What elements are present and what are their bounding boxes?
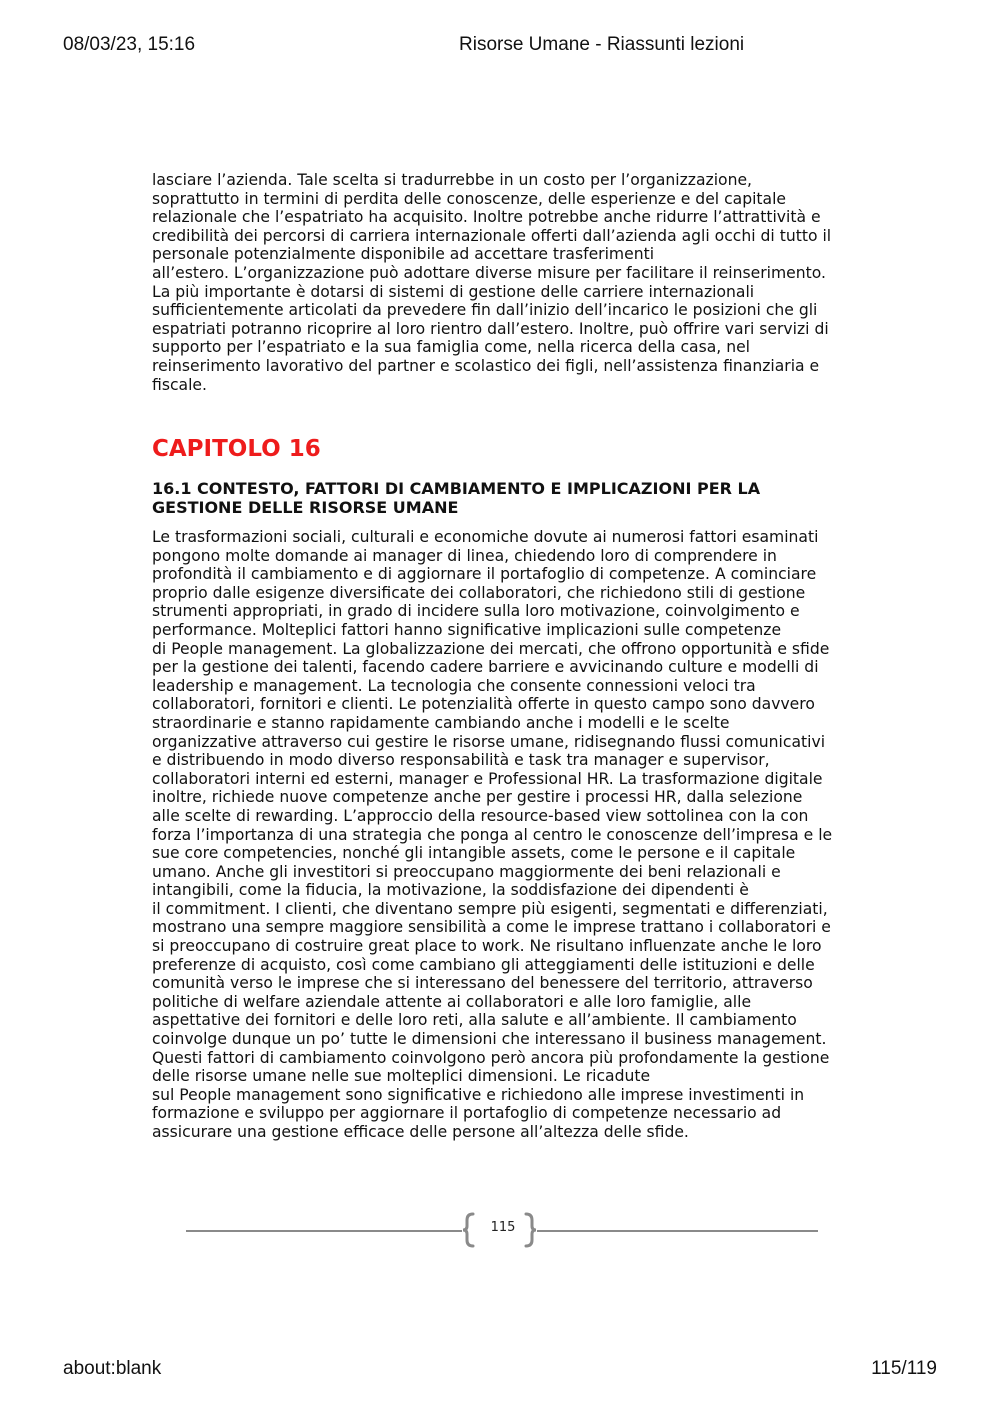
text-line: La più importante è dotarsi di sistemi di gestione delle carriere internazionali xyxy=(152,282,755,301)
text-line: pongono molte domande ai manager di linea, chiedendo loro di comprendere in xyxy=(152,546,777,565)
text-line: leadership e management. La tecnologia che consente connessioni veloci tra xyxy=(152,676,756,695)
text-line: inoltre, richiede nuove competenze anche per gestire i processi HR, dalla selezione xyxy=(152,788,803,807)
print-page-counter: 115/119 xyxy=(871,1358,937,1379)
text-line: mostrano una sempre maggiore sensibilità a come le imprese trattano i collaboratori e xyxy=(152,918,831,937)
text-line: collaboratori, fornitori e clienti. Le potenzialità offerte in questo campo sono davvero xyxy=(152,695,815,714)
text-line: relazionale che l’espatriato ha acquisito. Inoltre potrebbe anche ridurre l’attrattività e xyxy=(152,208,821,227)
text-line: strumenti appropriati, in grado di incidere sulla loro motivazione, coinvolgimento e xyxy=(152,602,800,621)
text-line: per la gestione dei talenti, facendo cadere barriere e avvicinando culture e modelli di xyxy=(152,658,819,677)
print-url: about:blank xyxy=(63,1358,162,1379)
text-line: comunità verso le imprese che si interessano del benessere del territorio, attraverso xyxy=(152,974,813,993)
text-line: collaboratori interni ed esterni, manager e Professional HR. La trasformazione digitale xyxy=(152,769,823,788)
text-line: forza l’importanza di una strategia che ponga al centro le conoscenze dell’impresa e le xyxy=(152,825,833,844)
text-line: assicurare una gestione efficace delle persone all’altezza delle sfide. xyxy=(152,1123,689,1141)
body-paragraph xyxy=(152,528,852,1142)
text-line: Le trasformazioni sociali, culturali e economiche dovute ai numerosi fattori esaminati xyxy=(152,528,819,546)
text-line: di People management. La globalizzazione dei mercati, che offrono opportunità e sfide xyxy=(152,639,830,658)
text-line: lasciare l’azienda. Tale scelta si tradurrebbe in un costo per l’organizzazione, xyxy=(152,171,753,189)
text-line: sul People management sono significative e richiedono alle imprese investimenti in xyxy=(152,1085,805,1104)
page-number: 115 xyxy=(490,1220,516,1235)
text-line: all’estero. L’organizzazione può adottare diverse misure per facilitare il reinserimento. xyxy=(152,263,826,282)
text-line: Questi fattori di cambiamento coinvolgono però ancora più profondamente la gestione xyxy=(152,1048,830,1067)
text-line: supporto per l’espatriato e la sua famiglia come, nella ricerca della casa, nel xyxy=(152,338,751,357)
text-line: intangibili, come la fiducia, la motivazione, la soddisfazione dei dipendenti è xyxy=(152,881,749,900)
text-line: e distribuendo in modo diverso responsabilità e task tra manager e supervisor, xyxy=(152,751,770,770)
text-line: coinvolge dunque un po’ tutte le dimensioni che interessano il business management. xyxy=(152,1030,827,1049)
section-title xyxy=(152,479,852,517)
text-line: personale potenzialmente disponibile ad accettare trasferimenti xyxy=(152,245,655,264)
text-line: alle scelte di rewarding. L’approccio della resource-based view sottolinea con la con xyxy=(152,806,809,825)
text-line: il commitment. I clienti, che diventano sempre più esigenti, segmentati e differenziati, xyxy=(152,899,828,918)
text-line: performance. Molteplici fattori hanno significative implicazioni sulle competenze xyxy=(152,620,782,639)
text-line: sue core competencies, nonché gli intangible assets, come le persone e il capitale xyxy=(152,844,796,863)
intro-paragraph xyxy=(152,171,852,394)
text-line: politiche di welfare aziendale attente ai collaboratori e alle loro famiglie, alle xyxy=(152,992,752,1011)
print-datetime: 08/03/23, 15:16 xyxy=(63,34,196,55)
text-line: formazione e sviluppo per aggiornare il portafoglio di competenze necessario ad xyxy=(152,1104,782,1123)
text-line: soprattutto in termini di perdita delle conoscenze, delle esperienze e del capitale xyxy=(152,189,787,208)
text-line: profondità il cambiamento e di aggiornare il portafoglio di competenze. A cominciare xyxy=(152,565,817,584)
left-bracket-icon xyxy=(460,1212,476,1248)
section-title-line: 16.1 CONTESTO, FATTORI DI CAMBIAMENTO E IMPLICAZIONI PER LA xyxy=(152,479,761,498)
page-number-rule-left xyxy=(186,1230,462,1232)
text-line: organizzative attraverso cui gestire le risorse umane, ridisegnando flussi comunicativi xyxy=(152,732,826,751)
text-line: fiscale. xyxy=(152,375,207,394)
text-line: aspettative dei fornitori e delle loro reti, alla salute e all’ambiente. Il cambiamento xyxy=(152,1011,797,1030)
print-page-title: Risorse Umane - Riassunti lezioni xyxy=(459,34,745,55)
chapter-title: CAPITOLO 16 xyxy=(152,436,321,462)
text-line: si preoccupano di costruire great place to work. Ne risultano influenzate anche le loro xyxy=(152,937,822,956)
text-line: proprio dalle esigenze diversificate dei collaboratori, che richiedono stili di gestione xyxy=(152,583,806,602)
text-line: umano. Anche gli investitori si preoccupano maggiormente dei beni relazionali e xyxy=(152,862,781,881)
text-line: delle risorse umane nelle sue molteplici dimensioni. Le ricadute xyxy=(152,1067,651,1086)
text-line: preferenze di acquisto, così come cambiano gli atteggiamenti delle istituzioni e delle xyxy=(152,955,815,974)
text-line: straordinarie e stanno rapidamente cambiando anche i modelli e le scelte xyxy=(152,713,730,732)
text-line: espatriati potranno ricoprire al loro rientro dall’estero. Inoltre, può offrire vari servizi di xyxy=(152,319,829,338)
page-number-rule-right xyxy=(537,1230,818,1232)
section-title-line: GESTIONE DELLE RISORSE UMANE xyxy=(152,498,459,517)
text-line: credibilità dei percorsi di carriera internazionale offerti dall’azienda agli occhi di tutto il xyxy=(152,226,832,245)
text-line: sufficientemente articolati da prevedere fin dall’inizio dell’incarico le posizioni che gli xyxy=(152,301,818,320)
text-line: reinserimento lavorativo del partner e scolastico dei figli, nell’assistenza finanziaria e xyxy=(152,356,820,375)
